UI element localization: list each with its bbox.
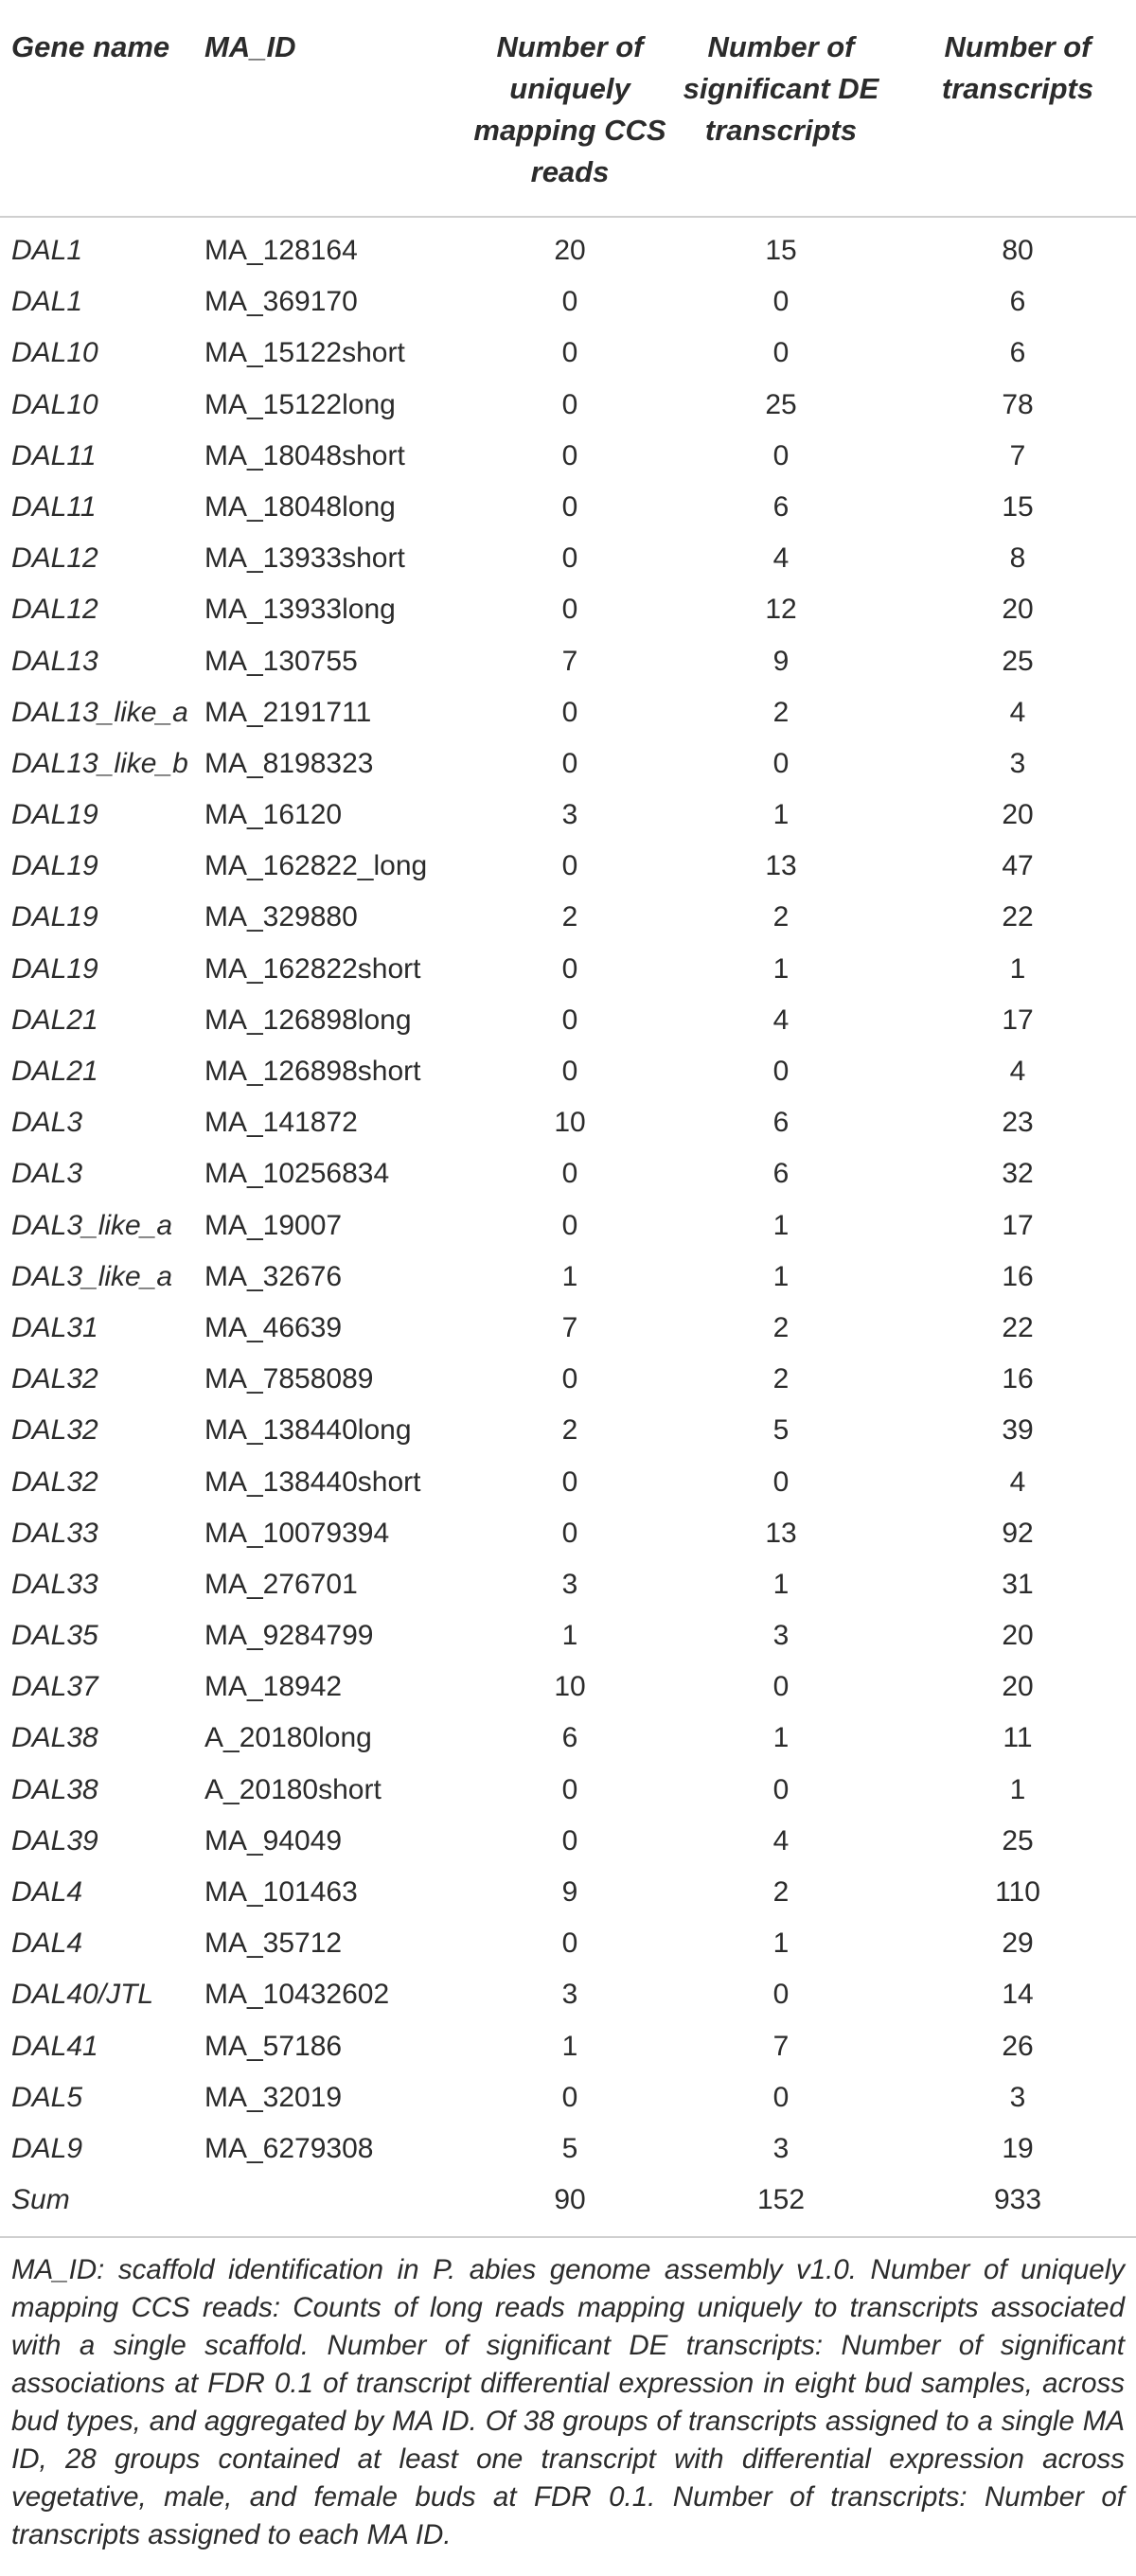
cell-ccs-reads: 0	[561, 337, 578, 369]
table-row	[0, 841, 1136, 892]
cell-de-transcripts: 3	[772, 2132, 790, 2164]
cell-ma-id: MA_276701	[204, 1568, 358, 1600]
cell-ma-id: MA_162822_long	[204, 850, 428, 882]
cell-gene-name: DAL21	[11, 1056, 98, 1087]
cell-ma-id: MA_138440long	[204, 1414, 412, 1447]
table-row	[0, 1610, 1136, 1661]
cell-ma-id: MA_7858089	[204, 1363, 374, 1395]
cell-ccs-reads: 1	[561, 2030, 578, 2062]
cell-gene-name: DAL31	[11, 1311, 98, 1343]
table-footnote: MA_ID: scaffold identification in P. abies genome assembly v1.0. Number of uniquely mapping CCS reads: Counts of long reads mapping uniquely to transcripts associated with a single scaffold. Number of significant DE transcripts: Number of significant associations at FDR 0.1 of transcript differential expression in eight bud samples, across bud types, and aggregated by MA ID. Of 38 groups of transcripts assigned to a single MA ID, 28 groups contained at least one transcript with differential expression across vegetative, male, and female buds at FDR 0.1. Number of transcripts: Number of transcripts assigned to each MA ID.	[11, 2254, 1125, 2550]
cell-de-transcripts: 1	[772, 1568, 790, 1600]
header-gene-name: Gene name	[11, 30, 170, 63]
cell-ma-id: A_20180short	[204, 1773, 382, 1805]
cell-gene-name: DAL32	[11, 1414, 98, 1447]
cell-gene-name: DAL13_like_a	[11, 696, 188, 728]
cell-gene-name: DAL12	[11, 594, 98, 626]
cell-gene-name: DAL38	[11, 1722, 98, 1754]
cell-ma-id: MA_6279308	[204, 2132, 374, 2164]
cell-transcripts: 6	[1009, 337, 1026, 369]
cell-transcripts: 22	[1002, 1311, 1034, 1343]
cell-gene-name: DAL37	[11, 1671, 98, 1703]
table-row	[0, 1457, 1136, 1508]
cell-de-transcripts: 1	[772, 952, 790, 985]
cell-ma-id: MA_32019	[204, 2081, 343, 2113]
cell-gene-name: DAL4	[11, 1876, 83, 1908]
cell-ma-id: MA_19007	[204, 1209, 343, 1241]
cell-ccs-reads: 0	[561, 388, 578, 420]
table-body	[0, 225, 1136, 2226]
cell-ma-id: MA_57186	[204, 2030, 343, 2062]
cell-de-transcripts: 0	[772, 747, 790, 779]
table-row	[0, 328, 1136, 379]
cell-transcripts: 16	[1002, 1260, 1034, 1292]
cell-gene-name: DAL3	[11, 1158, 83, 1190]
cell-transcripts: 80	[1002, 235, 1034, 266]
cell-de-transcripts: 152	[756, 2184, 806, 2216]
table-row	[0, 533, 1136, 584]
cell-transcripts: 92	[1002, 1517, 1034, 1549]
cell-gene-name: DAL19	[11, 850, 98, 882]
table-row	[0, 944, 1136, 995]
cell-transcripts: 7	[1009, 439, 1026, 471]
cell-ccs-reads: 0	[561, 286, 578, 318]
table-row	[0, 431, 1136, 482]
cell-transcripts: 25	[1002, 1824, 1034, 1856]
cell-transcripts: 8	[1009, 542, 1026, 575]
cell-gene-name: DAL32	[11, 1466, 98, 1498]
cell-transcripts: 39	[1002, 1414, 1034, 1447]
cell-ma-id: MA_13933short	[204, 542, 405, 575]
cell-transcripts: 15	[1002, 490, 1034, 523]
table-row	[0, 636, 1136, 687]
cell-gene-name: DAL11	[11, 439, 97, 471]
cell-gene-name: DAL4	[11, 1928, 83, 1960]
cell-gene-name: DAL33	[11, 1517, 98, 1549]
cell-ccs-reads: 2	[561, 901, 578, 933]
table-row	[0, 2175, 1136, 2226]
cell-gene-name: DAL41	[11, 2030, 98, 2062]
cell-gene-name: DAL12	[11, 542, 98, 575]
table-row	[0, 995, 1136, 1046]
cell-ma-id: MA_10079394	[204, 1517, 390, 1549]
cell-ma-id: MA_2191711	[204, 696, 372, 728]
cell-de-transcripts: 4	[772, 1004, 790, 1036]
table-footer-divider	[0, 2236, 1136, 2238]
cell-ccs-reads: 5	[561, 2132, 578, 2164]
cell-ma-id: MA_18048long	[204, 490, 396, 523]
cell-transcripts: 23	[1002, 1107, 1034, 1139]
cell-de-transcripts: 6	[772, 490, 790, 523]
table-row	[0, 1097, 1136, 1148]
cell-ma-id: MA_18048short	[204, 439, 405, 471]
cell-gene-name: DAL1	[11, 286, 83, 318]
cell-ccs-reads: 0	[561, 1824, 578, 1856]
cell-ccs-reads: 0	[561, 1928, 578, 1960]
table-row	[0, 1405, 1136, 1456]
cell-ma-id: MA_94049	[204, 1824, 343, 1856]
table-row	[0, 1918, 1136, 1969]
cell-gene-name: DAL5	[11, 2081, 83, 2113]
cell-de-transcripts: 13	[765, 1517, 797, 1549]
cell-de-transcripts: 0	[772, 337, 790, 369]
cell-de-transcripts: 6	[772, 1107, 790, 1139]
cell-ma-id: MA_126898long	[204, 1004, 412, 1036]
table-row	[0, 1354, 1136, 1405]
cell-ccs-reads: 0	[561, 696, 578, 728]
cell-ccs-reads: 2	[561, 1414, 578, 1447]
cell-ccs-reads: 0	[561, 1363, 578, 1395]
cell-de-transcripts: 1	[772, 1722, 790, 1754]
cell-de-transcripts: 4	[772, 542, 790, 575]
cell-gene-name: DAL39	[11, 1824, 98, 1856]
cell-transcripts: 29	[1002, 1928, 1034, 1960]
cell-ccs-reads: 3	[561, 1568, 578, 1600]
cell-transcripts: 17	[1002, 1004, 1034, 1036]
cell-ma-id: MA_10432602	[204, 1979, 390, 2011]
cell-transcripts: 32	[1002, 1158, 1034, 1190]
cell-ccs-reads: 0	[561, 1466, 578, 1498]
cell-transcripts: 20	[1002, 594, 1034, 626]
cell-de-transcripts: 9	[772, 645, 790, 677]
cell-de-transcripts: 3	[772, 1620, 790, 1652]
table-row	[0, 2123, 1136, 2175]
cell-de-transcripts: 1	[772, 799, 790, 831]
cell-ma-id: MA_10256834	[204, 1158, 390, 1190]
cell-gene-name: DAL38	[11, 1773, 98, 1805]
cell-transcripts: 20	[1002, 1671, 1034, 1703]
cell-gene-name: Sum	[11, 2184, 70, 2216]
cell-de-transcripts: 0	[772, 1671, 790, 1703]
table-row	[0, 1765, 1136, 1816]
cell-ma-id: MA_128164	[204, 235, 358, 266]
cell-transcripts: 3	[1009, 2081, 1026, 2113]
cell-transcripts: 1	[1009, 1773, 1026, 1805]
cell-gene-name: DAL19	[11, 799, 98, 831]
cell-ma-id: A_20180long	[204, 1722, 372, 1754]
cell-transcripts: 11	[1003, 1722, 1033, 1754]
cell-de-transcripts: 13	[765, 850, 797, 882]
table-row	[0, 1816, 1136, 1867]
table-row	[0, 1200, 1136, 1252]
cell-ccs-reads: 0	[561, 952, 578, 985]
cell-de-transcripts: 1	[772, 1260, 790, 1292]
header-ccs-reads: Number of uniquely mapping CCS reads	[473, 30, 666, 188]
cell-ccs-reads: 1	[561, 1620, 578, 1652]
cell-ccs-reads: 0	[561, 2081, 578, 2113]
cell-ccs-reads: 0	[561, 439, 578, 471]
cell-de-transcripts: 0	[772, 286, 790, 318]
cell-ccs-reads: 0	[561, 1209, 578, 1241]
cell-gene-name: DAL35	[11, 1620, 98, 1652]
cell-gene-name: DAL13	[11, 645, 98, 677]
table-row	[0, 1148, 1136, 1199]
cell-de-transcripts: 0	[772, 2081, 790, 2113]
cell-transcripts: 20	[1002, 1620, 1034, 1652]
cell-gene-name: DAL40/JTL	[11, 1979, 154, 2011]
table-row	[0, 225, 1136, 276]
cell-gene-name: DAL1	[11, 235, 83, 266]
cell-transcripts: 1	[1009, 952, 1026, 985]
cell-transcripts: 16	[1002, 1363, 1034, 1395]
cell-gene-name: DAL3_like_a	[11, 1260, 173, 1292]
cell-transcripts: 22	[1002, 901, 1034, 933]
table-row	[0, 584, 1136, 635]
cell-gene-name: DAL33	[11, 1568, 98, 1600]
cell-transcripts: 19	[1002, 2132, 1034, 2164]
cell-ma-id: MA_15122long	[204, 388, 396, 420]
cell-ma-id: MA_138440short	[204, 1466, 421, 1498]
cell-ma-id: MA_8198323	[204, 747, 374, 779]
cell-transcripts: 110	[995, 1876, 1040, 1908]
cell-de-transcripts: 0	[772, 1466, 790, 1498]
table-row	[0, 1559, 1136, 1610]
cell-ccs-reads: 3	[561, 1979, 578, 2011]
cell-de-transcripts: 2	[772, 696, 790, 728]
cell-de-transcripts: 1	[772, 1928, 790, 1960]
table-row	[0, 2021, 1136, 2072]
cell-ccs-reads: 7	[561, 1311, 578, 1343]
cell-transcripts: 47	[1002, 850, 1034, 882]
cell-ccs-reads: 0	[561, 850, 578, 882]
cell-gene-name: DAL13_like_b	[11, 747, 188, 779]
table-row	[0, 1713, 1136, 1764]
cell-ccs-reads: 0	[561, 542, 578, 575]
cell-transcripts: 31	[1002, 1568, 1034, 1600]
cell-gene-name: DAL11	[11, 490, 97, 523]
table-row	[0, 1969, 1136, 2020]
table-row	[0, 1508, 1136, 1559]
cell-ccs-reads: 90	[554, 2184, 586, 2216]
cell-ccs-reads: 9	[561, 1876, 578, 1908]
cell-ma-id: MA_101463	[204, 1876, 358, 1908]
cell-de-transcripts: 4	[772, 1824, 790, 1856]
cell-de-transcripts: 2	[772, 1876, 790, 1908]
cell-de-transcripts: 5	[772, 1414, 790, 1447]
cell-gene-name: DAL10	[11, 337, 98, 369]
cell-ma-id: MA_126898short	[204, 1056, 421, 1087]
cell-de-transcripts: 7	[772, 2030, 790, 2062]
cell-de-transcripts: 0	[772, 1979, 790, 2011]
cell-transcripts: 4	[1009, 696, 1026, 728]
table-row	[0, 738, 1136, 790]
cell-transcripts: 6	[1009, 286, 1026, 318]
table-row	[0, 687, 1136, 738]
table-row	[0, 276, 1136, 328]
cell-de-transcripts: 2	[772, 901, 790, 933]
cell-de-transcripts: 1	[772, 1209, 790, 1241]
cell-de-transcripts: 15	[765, 235, 797, 266]
cell-ma-id: MA_32676	[204, 1260, 343, 1292]
table-row	[0, 1303, 1136, 1354]
table-row	[0, 790, 1136, 841]
cell-gene-name: DAL19	[11, 952, 98, 985]
cell-de-transcripts: 0	[772, 1773, 790, 1805]
table-header	[0, 0, 1136, 218]
cell-ccs-reads: 7	[561, 645, 578, 677]
cell-ma-id: MA_369170	[204, 286, 358, 318]
table-row	[0, 482, 1136, 533]
cell-de-transcripts: 0	[772, 439, 790, 471]
table-row	[0, 892, 1136, 943]
cell-ccs-reads: 0	[561, 1004, 578, 1036]
cell-de-transcripts: 0	[772, 1056, 790, 1087]
cell-gene-name: DAL10	[11, 388, 98, 420]
cell-transcripts: 17	[1002, 1209, 1034, 1241]
cell-ma-id: MA_130755	[204, 645, 358, 677]
table-row	[0, 1867, 1136, 1918]
cell-de-transcripts: 6	[772, 1158, 790, 1190]
cell-ccs-reads: 0	[561, 490, 578, 523]
header-transcripts: Number of transcripts	[941, 30, 1094, 105]
cell-gene-name: DAL21	[11, 1004, 98, 1036]
table-row	[0, 1661, 1136, 1713]
cell-ma-id: MA_162822short	[204, 952, 421, 985]
cell-ccs-reads: 0	[561, 1517, 578, 1549]
cell-ccs-reads: 0	[561, 1158, 578, 1190]
cell-gene-name: DAL32	[11, 1363, 98, 1395]
table-row	[0, 1046, 1136, 1097]
table-row	[0, 2072, 1136, 2123]
cell-ma-id: MA_141872	[204, 1107, 358, 1139]
cell-ccs-reads: 0	[561, 594, 578, 626]
cell-ccs-reads: 6	[561, 1722, 578, 1754]
cell-de-transcripts: 12	[765, 594, 797, 626]
cell-ma-id: MA_15122short	[204, 337, 405, 369]
cell-de-transcripts: 25	[765, 388, 797, 420]
header-de-transcripts: Number of significant DE transcripts	[683, 30, 879, 147]
cell-ma-id: MA_9284799	[204, 1620, 374, 1652]
table-row	[0, 380, 1136, 431]
cell-transcripts: 78	[1002, 388, 1034, 420]
cell-transcripts: 933	[993, 2184, 1042, 2216]
cell-ma-id: MA_16120	[204, 799, 343, 831]
cell-transcripts: 25	[1002, 645, 1034, 677]
cell-ccs-reads: 0	[561, 1773, 578, 1805]
cell-ccs-reads: 0	[561, 1056, 578, 1087]
cell-ma-id: MA_46639	[204, 1311, 343, 1343]
cell-ccs-reads: 10	[554, 1107, 586, 1139]
cell-ma-id: MA_35712	[204, 1928, 343, 1960]
cell-gene-name: DAL3_like_a	[11, 1209, 173, 1241]
cell-ccs-reads: 0	[561, 747, 578, 779]
cell-gene-name: DAL9	[11, 2132, 83, 2164]
cell-transcripts: 3	[1009, 747, 1026, 779]
cell-ccs-reads: 10	[554, 1671, 586, 1703]
header-ma-id: MA_ID	[204, 30, 296, 63]
cell-transcripts: 4	[1009, 1056, 1026, 1087]
cell-gene-name: DAL19	[11, 901, 98, 933]
cell-transcripts: 20	[1002, 799, 1034, 831]
cell-transcripts: 14	[1002, 1979, 1034, 2011]
cell-ccs-reads: 3	[561, 799, 578, 831]
cell-ma-id: MA_13933long	[204, 594, 396, 626]
cell-transcripts: 4	[1009, 1466, 1026, 1498]
cell-de-transcripts: 2	[772, 1363, 790, 1395]
cell-ma-id: MA_329880	[204, 901, 358, 933]
cell-gene-name: DAL3	[11, 1107, 83, 1139]
cell-de-transcripts: 2	[772, 1311, 790, 1343]
table-row	[0, 1252, 1136, 1303]
cell-transcripts: 26	[1002, 2030, 1034, 2062]
cell-ccs-reads: 1	[561, 1260, 578, 1292]
cell-ma-id: MA_18942	[204, 1671, 343, 1703]
cell-ccs-reads: 20	[554, 235, 586, 266]
